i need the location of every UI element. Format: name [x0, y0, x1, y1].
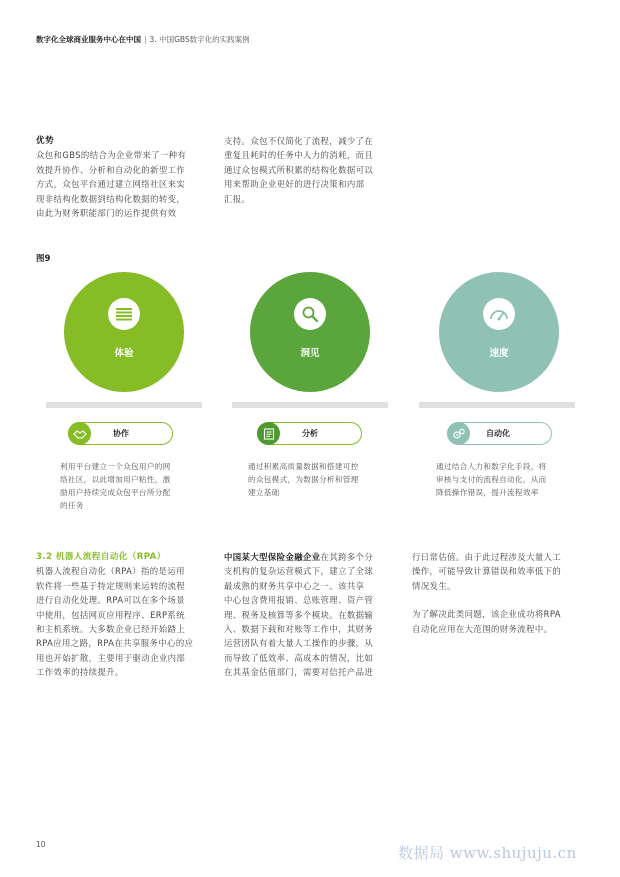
- text-line: 和主机系统。大多数企业已经开始踏上: [36, 624, 186, 635]
- text-line: 最成熟的财务共享中心之一。该共享: [224, 580, 365, 591]
- rpa-column-2: [224, 550, 406, 680]
- text-line: 情况发生。: [412, 580, 456, 591]
- text-line: 进行自动化处理。RPA可以在多个场景: [36, 595, 185, 606]
- text-line: [224, 550, 406, 564]
- handshake-icon: [68, 422, 91, 445]
- text-line: 降低操作错误，提升流程效率: [436, 488, 539, 497]
- page-header: [36, 34, 250, 45]
- divider-bar: [46, 402, 202, 408]
- text-line: 现非结构化数据到结构化数据的转变，: [36, 193, 186, 204]
- circle-label: 速度: [489, 348, 509, 359]
- text-line: 中心包含费用报销、总账管理、资产管: [224, 595, 374, 606]
- text-line: 工作效率的持续提升。: [36, 667, 124, 678]
- text-line: 支机构的复杂运营模式下，建立了全球: [224, 566, 374, 577]
- text-line: 方式。众包平台通过建立网络社区来实: [36, 179, 186, 190]
- circle-insight: [250, 272, 370, 392]
- document-lines-icon: [108, 298, 140, 330]
- text-line: 由此为财务职能部门的运作提供有效: [36, 208, 177, 219]
- text-line: 建立基础: [248, 488, 280, 497]
- speedometer-icon: [483, 298, 515, 330]
- pill-automation: [447, 422, 552, 445]
- description-analysis: [248, 460, 388, 499]
- header-title: 数字化全球商业服务中心在中国: [36, 35, 141, 44]
- text-line: 用来帮助企业更好的进行决策和内部: [224, 179, 365, 190]
- text-line: 而导致了低效率、高成本的情况，比如: [224, 652, 374, 663]
- pill-label: 分析: [302, 429, 318, 438]
- header-subtitle: 3. 中国GBS数字化的实践案例: [149, 35, 250, 44]
- pill-collaboration: [68, 422, 173, 445]
- text-line: 为了解决此类问题，该企业成功将RPA: [412, 609, 561, 620]
- text-line: 自动化应用在大范围的财务流程中。: [412, 623, 553, 634]
- text-line: 操作，可能导致计算错误和效率低下的: [412, 566, 562, 577]
- text-line: 软件将一些基于特定规则来运转的流程: [36, 580, 186, 591]
- pill-analysis: [257, 422, 362, 445]
- pill-label: 协作: [113, 429, 129, 438]
- text-line: 的众包模式，为数据分析和管理: [248, 475, 359, 484]
- report-icon: [257, 422, 280, 445]
- text-line: 机器人流程自动化（RPA）指的是运用: [36, 566, 185, 577]
- text-line: 中使用，包括网页应用程序、ERP系统: [36, 609, 185, 620]
- text-line: 运营团队有着大量人工操作的步骤，从: [224, 638, 374, 649]
- figure-label: 图9: [36, 254, 51, 264]
- rpa-heading: 3.2 机器人流程自动化（RPA）: [36, 552, 166, 562]
- text-line: 审核与支付的流程自动化，从而: [436, 475, 547, 484]
- header-separator: |: [144, 35, 147, 44]
- text-line: 众包和GBS的结合为企业带来了一种有: [36, 150, 187, 161]
- text-fragment: 在其跨多个分: [320, 552, 374, 562]
- text-line: 励用户持续完成众包平台所分配: [60, 488, 171, 497]
- text-line: 重复且耗时的任务中人力的消耗，而且: [224, 150, 374, 161]
- text-line: 理、税务及核算等多个模块。在数据输: [224, 609, 374, 620]
- text-line: 行日常估值。由于此过程涉及大量人工: [412, 552, 562, 562]
- text-line: 入、数据下载和对账等工作中，其财务: [224, 624, 374, 635]
- text-line: 在其基金估值部门，需要对信托产品进: [224, 667, 374, 678]
- text-line: 效提升协作、分析和自动化的新型工作: [36, 164, 186, 175]
- divider-bar: [232, 402, 388, 408]
- text-line: RPA应用之路，RPA在共享服务中心的应: [36, 638, 194, 649]
- rpa-column-1: [36, 550, 218, 680]
- gears-icon: [447, 422, 470, 445]
- magnifier-icon: [294, 298, 326, 330]
- circle-experience: [64, 272, 184, 392]
- circle-speed: [439, 272, 559, 392]
- advantage-heading: 优势: [36, 136, 54, 146]
- text-line: 利用平台建立一个众包用户的网: [60, 462, 171, 471]
- text-line: 的任务: [60, 501, 84, 510]
- text-line: 络社区，以此增加用户粘性，激: [60, 475, 171, 484]
- text-line: 用也开始扩散，主要用于驱动企业内部: [36, 652, 186, 663]
- text-line: 通过积累高质量数据和搭建可控: [248, 462, 359, 471]
- description-automation: [436, 460, 576, 499]
- advantage-column-1: [36, 134, 216, 220]
- watermark: 数据局 www.shujuju.cn: [398, 844, 577, 862]
- page-number: 10: [36, 840, 46, 849]
- divider-bar: [419, 402, 575, 408]
- circle-label: 洞见: [300, 348, 320, 359]
- circle-label: 体验: [114, 348, 134, 359]
- text-line: 支持。众包不仅简化了流程，减少了在: [224, 136, 374, 146]
- description-collaboration: [60, 460, 200, 512]
- text-line: 通过众包模式所积累的结构化数据可以: [224, 164, 374, 175]
- pill-label: 自动化: [486, 429, 510, 438]
- company-name: 中国某大型保险金融企业: [224, 552, 321, 562]
- text-line: 通过结合人力和数字化手段，将: [436, 462, 547, 471]
- advantage-column-2: [224, 134, 404, 206]
- rpa-column-3: [412, 550, 592, 636]
- text-line: 汇报。: [224, 193, 251, 204]
